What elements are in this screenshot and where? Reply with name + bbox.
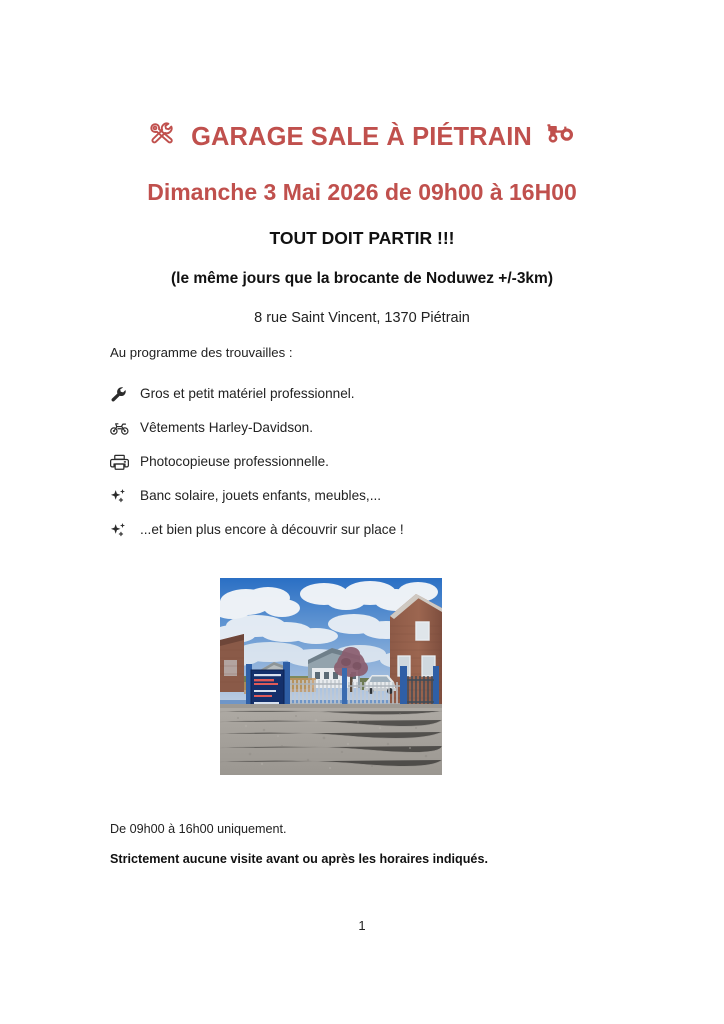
- page-number: 1: [358, 918, 366, 933]
- sparkles-icon: [110, 487, 130, 505]
- page-title-text: GARAGE SALE À PIÉTRAIN: [191, 123, 532, 151]
- list-item: [110, 377, 570, 411]
- list-item: [110, 479, 570, 513]
- programme-intro: Au programme des trouvailles :: [110, 345, 293, 360]
- event-date: Dimanche 3 Mai 2026 de 09h00 à 16H00: [147, 179, 577, 205]
- tagline-secondary: (le même jours que la brocante de Noduwez +/-3km): [171, 270, 553, 287]
- list-item-label: Vêtements Harley-Davidson.: [140, 420, 314, 436]
- tools-icon: [149, 121, 175, 152]
- printer-icon: [110, 453, 130, 471]
- wrench-icon: [110, 385, 130, 403]
- list-item: [110, 411, 570, 445]
- list-item-label: Gros et petit matériel professionnel.: [140, 386, 355, 402]
- tractor-icon: [547, 122, 575, 151]
- list-item-label: Banc solaire, jouets enfants, meubles,...: [140, 488, 382, 504]
- list-item-label: Photocopieuse professionnelle.: [140, 454, 329, 470]
- motorcycle-icon: [110, 419, 130, 437]
- tagline-primary: TOUT DOIT PARTIR !!!: [269, 228, 455, 248]
- visit-restriction-note: Strictement aucune visite avant ou après les horaires indiqués.: [110, 852, 488, 866]
- sparkles-icon: [110, 521, 130, 539]
- list-item: [110, 513, 570, 547]
- items-list: [110, 377, 570, 547]
- list-item: [110, 445, 570, 479]
- property-photo: [220, 578, 442, 775]
- hours-note: De 09h00 à 16h00 uniquement.: [110, 822, 287, 836]
- list-item-label: ...et bien plus encore à découvrir sur place !: [140, 522, 404, 538]
- event-address: 8 rue Saint Vincent, 1370 Piétrain: [254, 310, 470, 326]
- page-title: [0, 122, 724, 153]
